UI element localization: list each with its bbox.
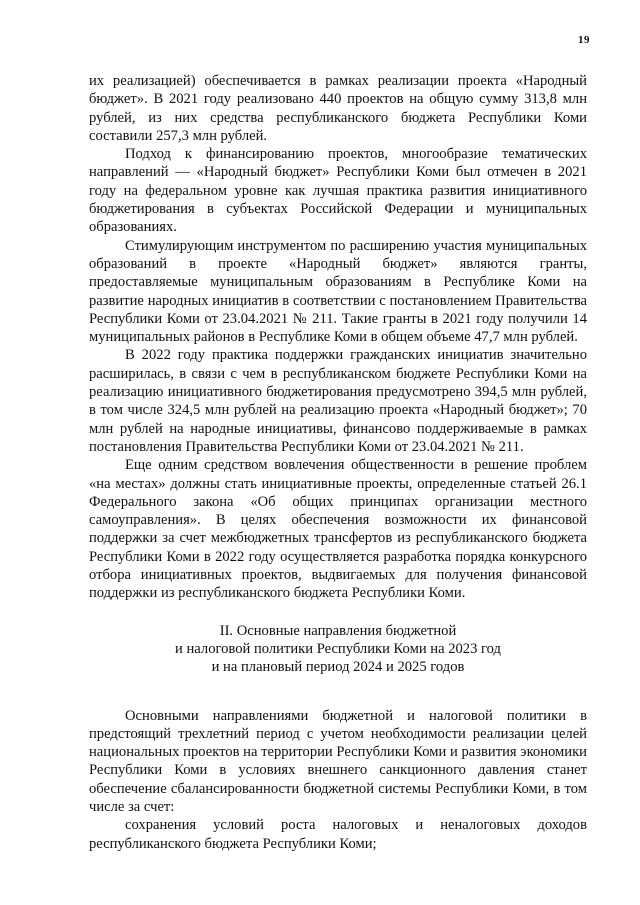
- paragraph-5: Еще одним средством вовлечения общественности в решение проблем «на местах» должны стать инициативные проекты, определенные статьей 26.1 Федерального закона «Об общих принципах организации местного самоуправления». В целях обеспечения возможности их финансовой поддержки за счет межбюджетных трансфертов из республиканского бюджета Республики Коми в 2022 году осуществляется разработка порядка конкурсного отбора инициативных проектов, выдвигаемых для получения финансовой поддержки из республиканского бюджета Республики Коми.: [89, 457, 587, 602]
- section-paragraph-1: Основными направлениями бюджетной и налоговой политики в предстоящий трехлетний период с учетом необходимости реализации целей национальных проектов на территории Республики Коми и развития экономики Республики Коми в условиях внешнего санкционного давления станет обеспечение сбалансированности бюджетной системы Республики Коми, в том числе за счет:: [89, 707, 587, 815]
- document-body: [89, 72, 587, 853]
- section-heading: [89, 622, 587, 677]
- section-heading-line-1: II. Основные направления бюджетной: [219, 622, 457, 639]
- section-heading-line-3: и на плановый период 2024 и 2025 годов: [211, 659, 465, 676]
- section-paragraph-2: сохранения условий роста налоговых и неналоговых доходов республиканского бюджета Республики Коми;: [89, 817, 587, 852]
- paragraph-4: В 2022 году практика поддержки гражданских инициатив значительно расширилась, в связи с чем в республиканском бюджете Республики Коми на реализацию инициативного бюджетирования предусмотрено 394,5 млн рублей, в том числе 324,5 млн рублей на реализацию проекта «Народный бюджет»; 70 млн рублей на народные инициативы, финансово поддерживаемые в рамках постановления Правительства Республики Коми от 23.04.2021 № 211.: [89, 347, 587, 455]
- section-heading-line-2: и налоговой политики Республики Коми на 2023 год: [175, 640, 501, 657]
- page-number: 19: [578, 34, 590, 46]
- paragraph-3: Стимулирующим инструментом по расширению участия муниципальных образований в проекте «Народный бюджет» являются гранты, предоставляемые муниципальным образованиям в Республике Коми на развитие народных инициатив в соответствии с постановлением Правительства Республики Коми от 23.04.2021 № 211. Такие гранты в 2021 году получили 14 муниципальных районов в Республике Коми в общем объеме 47,7 млн рублей.: [89, 237, 587, 346]
- paragraph-2: Подход к финансированию проектов, многообразие тематических направлений — «Народный бюджет» Республики Коми был отмечен в 2021 году на федеральном уровне как лучшая практика развития инициативного бюджетирования в субъектах Российской Федерации и муниципальных образованиях.: [89, 146, 587, 236]
- paragraph-1: их реализацией) обеспечивается в рамках реализации проекта «Народный бюджет». В 2021 году реализовано 440 проектов на общую сумму 313,8 млн рублей, из них средства республиканского бюджета Республики Коми составили 257,3 млн рублей.: [89, 73, 587, 144]
